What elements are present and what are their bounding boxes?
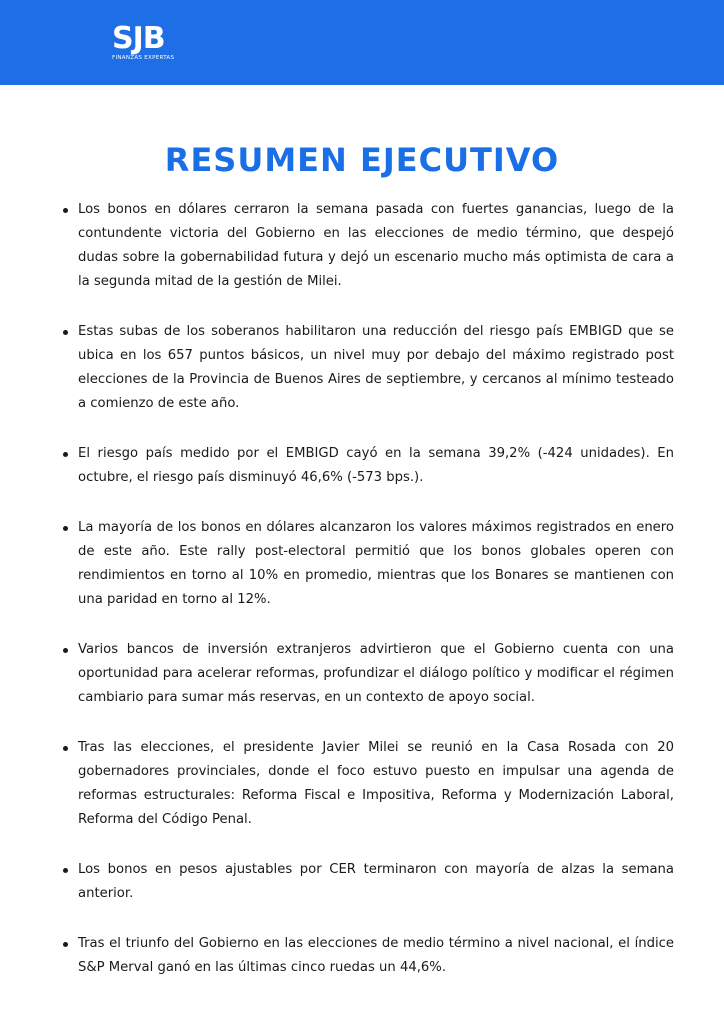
bullet-text: Los bonos en dólares cerraron la semana pasada con fuertes ganancias, luego de la contundente victoria del Gobierno en las elecciones de medio término, que despejó dudas sobre la gobernabilidad futura y dejó un escenario mucho más optimista de cara a la segunda mitad de la gestión de Milei.: [78, 202, 674, 289]
logo-text: SJB: [112, 21, 165, 56]
bullet-text: Varios bancos de inversión extranjeros advirtieron que el Gobierno cuenta con una oportunidad para acelerar reformas, profundizar el diálogo político y modificar el régimen cambiario para sumar más reservas, en un contexto de apoyo social.: [78, 642, 674, 705]
bullet-item: [58, 736, 674, 832]
bullet-dot-icon: [63, 648, 68, 653]
page-title: RESUMEN EJECUTIVO: [164, 141, 560, 179]
bullet-text: Estas subas de los soberanos habilitaron una reducción del riesgo país EMBIGD que se ubica en los 657 puntos básicos, un nivel muy por debajo del máximo registrado post elecciones de la Provincia de Buenos Aires de septiembre, y cercanos al mínimo testeado a comienzo de este año.: [78, 324, 674, 411]
bullet-dot-icon: [63, 746, 68, 751]
brand-logo: [112, 21, 192, 62]
bullet-dot-icon: [63, 208, 68, 213]
bullet-item: [58, 516, 674, 612]
bullet-item: [58, 932, 674, 980]
bullet-item: [58, 638, 674, 710]
bullet-text: Tras el triunfo del Gobierno en las elecciones de medio término a nivel nacional, el índice S&P Merval ganó en las últimas cinco ruedas un 44,6%.: [78, 936, 674, 975]
logo-tagline: FINANZAS EXPERTAS: [112, 55, 175, 61]
bullet-list: [58, 198, 674, 1006]
bullet-item: [58, 320, 674, 416]
bullet-item: [58, 442, 674, 490]
bullet-text: La mayoría de los bonos en dólares alcanzaron los valores máximos registrados en enero de este año. Este rally post-electoral permitió que los bonos globales operen con rendimientos en torno al 10% en promedio, mientras que los Bonares se mantienen con una paridad en torno al 12%.: [78, 520, 674, 607]
bullet-dot-icon: [63, 942, 68, 947]
bullet-dot-icon: [63, 868, 68, 873]
bullet-dot-icon: [63, 526, 68, 531]
bullet-item: [58, 198, 674, 294]
bullet-text: El riesgo país medido por el EMBIGD cayó en la semana 39,2% (-424 unidades). En octubre, el riesgo país disminuyó 46,6% (-573 bps.).: [78, 446, 674, 485]
bullet-dot-icon: [63, 452, 68, 457]
bullet-dot-icon: [63, 330, 68, 335]
header-banner: [0, 0, 724, 85]
bullet-text: Los bonos en pesos ajustables por CER terminaron con mayoría de alzas la semana anterior.: [78, 862, 674, 901]
bullet-item: [58, 858, 674, 906]
bullet-text: Tras las elecciones, el presidente Javier Milei se reunió en la Casa Rosada con 20 gobernadores provinciales, donde el foco estuvo puesto en impulsar una agenda de reformas estructurales: Reforma Fiscal e Impositiva, Reforma y Modernización Laboral, Reforma del Código Penal.: [78, 740, 674, 827]
